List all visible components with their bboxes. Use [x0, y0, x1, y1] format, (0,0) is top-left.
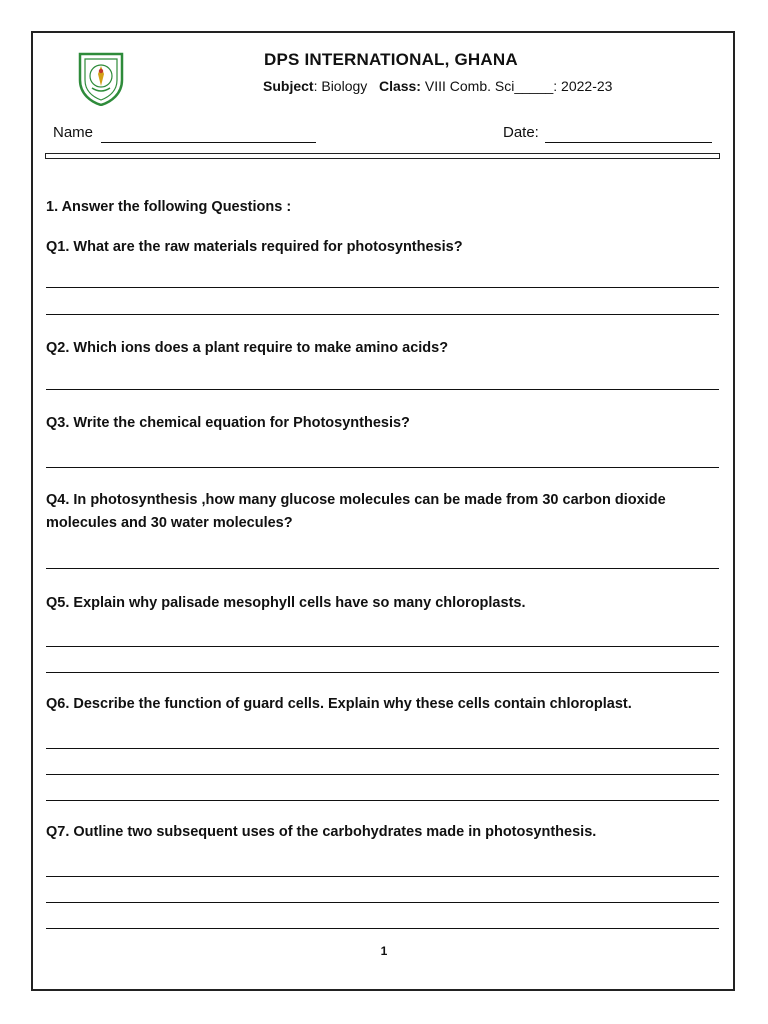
answer-line[interactable] — [46, 314, 719, 315]
section-heading: 1. Answer the following Questions : — [46, 199, 292, 215]
school-name: DPS INTERNATIONAL, GHANA — [264, 50, 518, 69]
school-crest-logo — [76, 50, 126, 106]
answer-line[interactable] — [46, 902, 719, 903]
answer-line[interactable] — [46, 467, 719, 468]
answer-line[interactable] — [46, 748, 719, 749]
question-1: Q1. What are the raw materials required for photosynthesis? — [46, 239, 463, 255]
question-5: Q5. Explain why palisade mesophyll cells have so many chloroplasts. — [46, 595, 526, 611]
answer-line[interactable] — [46, 876, 719, 877]
date-label: Date: — [503, 124, 539, 141]
class-label: Class: — [378, 78, 421, 94]
answer-line[interactable] — [46, 287, 719, 288]
question-7: Q7. Outline two subsequent uses of the carbohydrates made in photosynthesis. — [46, 824, 597, 840]
answer-line[interactable] — [46, 646, 719, 647]
subject-value: Biology — [321, 78, 368, 94]
answer-line[interactable] — [46, 672, 719, 673]
subject-class-line: Subject: Biology Class: VIII Comb. Sci_____: 2022-23 — [263, 78, 613, 94]
answer-line[interactable] — [46, 928, 719, 929]
question-2: Q2. Which ions does a plant require to make amino acids? — [46, 340, 449, 356]
class-value: VIII Comb. Sci_____: 2022-23 — [424, 78, 613, 94]
subject-label: Subject — [263, 78, 314, 94]
question-4: Q4. In photosynthesis ,how many glucose molecules can be made from 30 carbon dioxide molecules and 30 water molecules? — [46, 492, 666, 531]
answer-line[interactable] — [46, 389, 719, 390]
date-field-line[interactable] — [545, 142, 712, 143]
answer-line[interactable] — [46, 568, 719, 569]
question-6: Q6. Describe the function of guard cells. Explain why these cells contain chloroplast. — [46, 696, 632, 712]
question-3: Q3. Write the chemical equation for Photosynthesis? — [46, 415, 410, 431]
page-number: 1 — [380, 944, 388, 958]
name-label: Name — [53, 124, 94, 141]
name-field-line[interactable] — [101, 142, 316, 143]
header-divider-bar — [45, 153, 720, 159]
answer-line[interactable] — [46, 774, 719, 775]
answer-line[interactable] — [46, 800, 719, 801]
